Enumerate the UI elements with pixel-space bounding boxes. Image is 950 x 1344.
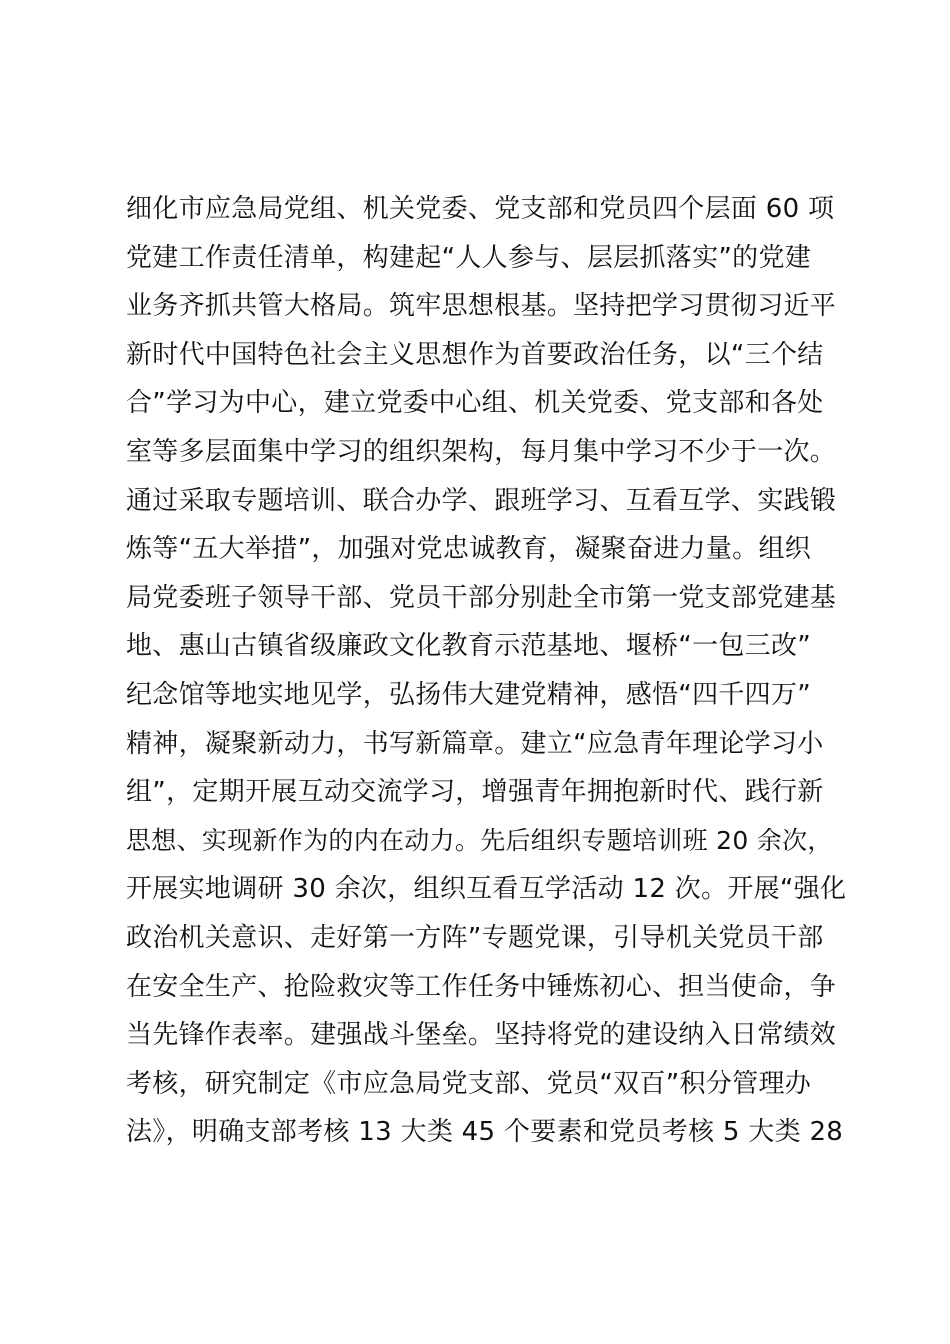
text-line: 法》，明确支部考核 13 大类 45 个要素和党员考核 5 大类 28 [126, 1117, 844, 1148]
text-line: 思想、实现新作为的内在动力。先后组织专题培训班 20 余次， [126, 825, 833, 855]
text-line: 地、惠山古镇省级廉政文化教育示范基地、堰桥“一包三改” [126, 631, 812, 662]
text-line: 细化市应急局党组、机关党委、党支部和党员四个层面 60 项 [126, 194, 835, 224]
text-line: 合”学习为中心，建立党委中心组、机关党委、党支部和各处 [126, 388, 824, 419]
text-line: 局党委班子领导干部、党员干部分别赴全市第一党支部党建基 [126, 582, 837, 613]
text-line: 新时代中国特色社会主义思想作为首要政治任务，以“三个结 [126, 339, 824, 370]
text-line: 精神，凝聚新动力，书写新篇章。建立“应急青年理论学习小 [126, 728, 824, 759]
text-line: 当先锋作表率。建强战斗堡垒。坚持将党的建设纳入日常绩效 [126, 1020, 837, 1051]
text-line: 在安全生产、抢险救灾等工作任务中锤炼初心、担当使命，争 [126, 971, 837, 1002]
text-line: 开展实地调研 30 余次，组织互看互学活动 12 次。开展“强化 [126, 874, 847, 905]
text-line: 党建工作责任清单，构建起“人人参与、层层抓落实”的党建 [126, 242, 812, 273]
text-line: 组”，定期开展互动交流学习，增强青年拥抱新时代、践行新 [126, 777, 824, 808]
text-line: 业务齐抓共管大格局。筑牢思想根基。坚持把学习贯彻习近平 [126, 291, 837, 322]
text-line: 政治机关意识、走好第一方阵”专题党课，引导机关党员干部 [126, 922, 824, 953]
text-line: 室等多层面集中学习的组织架构，每月集中学习不少于一次。 [126, 436, 837, 467]
text-line: 考核，研究制定《市应急局党支部、党员“双百”积分管理办 [126, 1068, 812, 1099]
body-paragraph [126, 185, 846, 1157]
text-line: 炼等“五大举措”，加强对党忠诚教育，凝聚奋进力量。组织 [126, 534, 812, 565]
text-line: 通过采取专题培训、联合办学、跟班学习、互看互学、实践锻 [126, 485, 837, 516]
text-line: 纪念馆等地实地见学，弘扬伟大建党精神，感悟“四千四万” [126, 679, 812, 710]
